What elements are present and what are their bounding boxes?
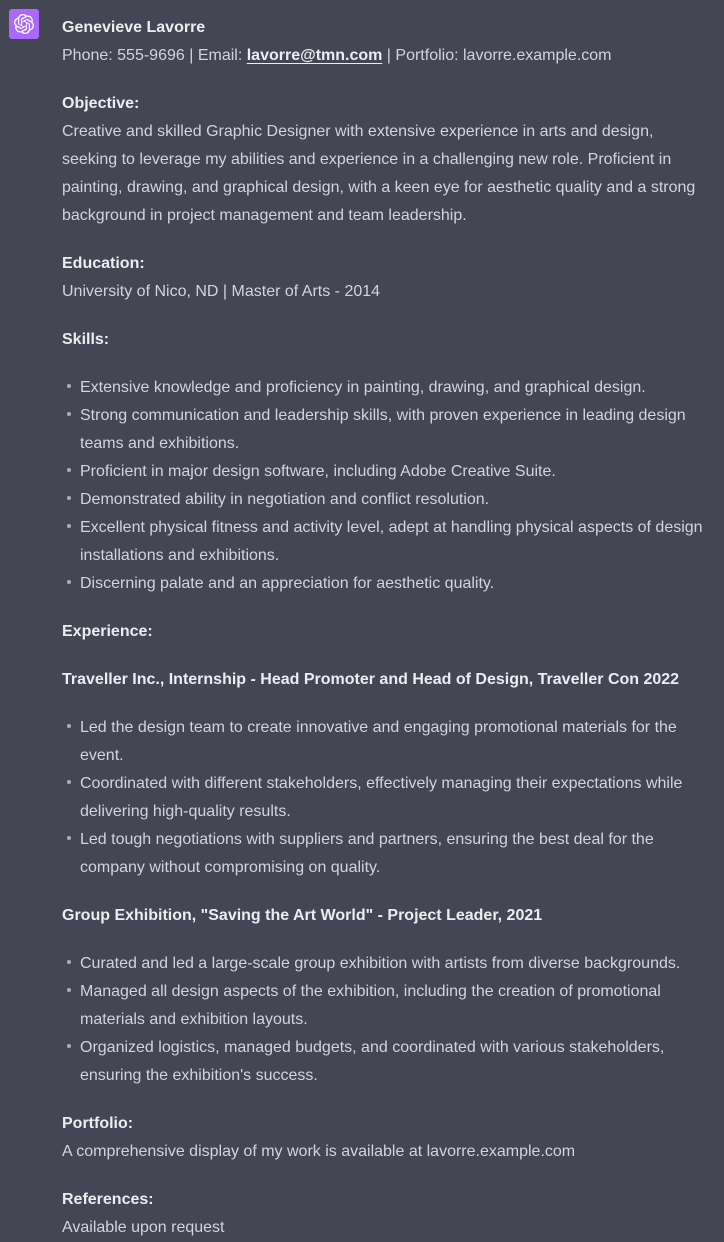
list-item: Organized logistics, managed budgets, and coordinated with various stakeholders, ensuring the exhibition's success. [80, 1034, 712, 1090]
experience-heading: Experience: [62, 623, 153, 640]
job-0-list [62, 714, 712, 882]
assistant-avatar [9, 9, 39, 39]
list-item: Coordinated with different stakeholders, effectively managing their expectations while delivering high-quality results. [80, 770, 712, 826]
skills-heading-paragraph [62, 326, 712, 354]
objective-body: Creative and skilled Graphic Designer with extensive experience in arts and design, seeking to leverage my abilities and experience in a challenging new role. Proficient in painting, drawing, and graphical design, with a keen eye for aesthetic quality and a strong background in project management and team leadership. [62, 123, 696, 224]
message-content [62, 9, 712, 1242]
job-title: Traveller Inc., Internship - Head Promoter and Head of Design, Traveller Con 2022 [62, 671, 680, 688]
list-item: Led the design team to create innovative and engaging promotional materials for the event. [80, 714, 712, 770]
job-title-paragraph [62, 902, 712, 930]
header-paragraph [62, 14, 712, 70]
list-item: Discerning palate and an appreciation for aesthetic quality. [80, 570, 712, 598]
skills-heading: Skills: [62, 331, 110, 348]
list-item: Managed all design aspects of the exhibition, including the creation of promotional materials and exhibition layouts. [80, 978, 712, 1034]
portfolio-section [62, 1110, 712, 1166]
skills-list [62, 374, 712, 598]
references-section [62, 1186, 712, 1242]
email-link[interactable]: lavorre@tmn.com [246, 47, 383, 64]
job-1-list [62, 950, 712, 1090]
references-heading: References: [62, 1191, 154, 1208]
job-title: Group Exhibition, "Saving the Art World" - Project Leader, 2021 [62, 907, 543, 924]
list-item: Extensive knowledge and proficiency in painting, drawing, and graphical design. [80, 374, 712, 402]
objective-heading: Objective: [62, 95, 140, 112]
portfolio-body: A comprehensive display of my work is available at lavorre.example.com [62, 1143, 576, 1160]
list-item: Demonstrated ability in negotiation and conflict resolution. [80, 486, 712, 514]
objective-section [62, 90, 712, 230]
list-item: Led tough negotiations with suppliers and partners, ensuring the best deal for the company without compromising on quality. [80, 826, 712, 882]
list-item: Strong communication and leadership skills, with proven experience in leading design teams and exhibitions. [80, 402, 712, 458]
list-item: Proficient in major design software, including Adobe Creative Suite. [80, 458, 712, 486]
list-item: Curated and led a large-scale group exhibition with artists from diverse backgrounds. [80, 950, 712, 978]
openai-logo-icon [14, 14, 34, 34]
job-title-paragraph [62, 666, 712, 694]
education-heading: Education: [62, 255, 145, 272]
education-section [62, 250, 712, 306]
contact-after-email: | Portfolio: lavorre.example.com [382, 47, 612, 64]
references-body: Available upon request [62, 1219, 225, 1236]
resume-name: Genevieve Lavorre [62, 19, 206, 36]
contact-before-email: Phone: 555-9696 | Email: [62, 47, 247, 64]
list-item: Excellent physical fitness and activity level, adept at handling physical aspects of design installations and exhibitions. [80, 514, 712, 570]
experience-heading-paragraph [62, 618, 712, 646]
education-body: University of Nico, ND | Master of Arts - 2014 [62, 283, 381, 300]
portfolio-heading: Portfolio: [62, 1115, 134, 1132]
